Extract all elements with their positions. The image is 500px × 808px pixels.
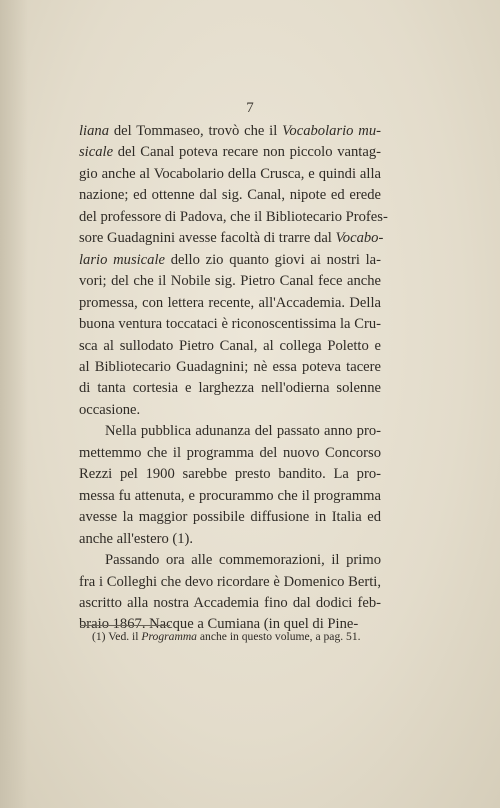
text-line <box>79 293 381 314</box>
text-run: nazione; ed ottenne dal sig. Canal, nipote ed erede <box>79 187 381 204</box>
text-run: mettemmo che il programma del nuovo Concorso <box>79 444 381 461</box>
text-run: Rezzi pel 1900 sarebbe presto bandito. La pro- <box>79 466 381 483</box>
text-line <box>79 443 381 464</box>
footnote-italic: Programma <box>141 630 197 643</box>
text-run: messa fu attenuta, e procurammo che il programma <box>79 487 381 504</box>
text-run: gio anche al Vocabolario della Crusca, e quindi alla <box>79 165 381 182</box>
text-line <box>79 228 384 249</box>
text-run: dello zio quanto giovi ai nostri la- <box>165 251 381 268</box>
text-run: promessa, con lettera recente, all'Accademia. Della <box>79 294 381 311</box>
text-line <box>79 250 381 271</box>
text-run: vori; del che il Nobile sig. Pietro Canal fece anche <box>79 273 381 290</box>
text-run: Nella pubblica adunanza del passato anno pro- <box>105 423 381 440</box>
text-line <box>79 207 388 228</box>
page-edge-shadow <box>0 0 28 808</box>
text-run: sore Guadagnini avesse facoltà di trarre dal <box>79 230 336 247</box>
text-run: braio 1867. Nacque a Cumiana (in quel di Pine- <box>79 616 359 633</box>
text-run: sca al sullodato Pietro Canal, al collega Poletto e <box>79 337 381 354</box>
text-line <box>79 121 381 142</box>
text-line <box>79 314 381 335</box>
text-line <box>79 142 381 163</box>
text-run: buona ventura toccataci è riconoscentissima la Cru- <box>79 316 381 333</box>
text-line <box>79 185 381 206</box>
page-number: 7 <box>246 100 254 116</box>
footnote-text-end: anche in questo volume, a pag. 51. <box>196 630 361 643</box>
text-run: di tanta cortesia e larghezza nell'odierna solenne <box>79 380 381 397</box>
text-run: fra i Colleghi che devo ricordare è Domenico Berti, <box>79 573 381 590</box>
text-line <box>79 529 381 550</box>
text-run: del Tommaseo, trovò che il <box>109 123 283 139</box>
italic-run: liana <box>79 123 109 139</box>
italic-run: lario musicale <box>79 251 165 268</box>
footnote <box>92 630 384 643</box>
footnote-divider <box>80 625 170 626</box>
footnote-text: (1) Ved. il <box>92 630 142 643</box>
text-run: al Bibliotecario Guadagnini; nè essa poteva tacere <box>79 358 381 375</box>
text-run: del professore di Padova, che il Bibliotecario Profes- <box>79 208 388 225</box>
text-run: avesse la maggior possibile diffusione in Italia ed <box>79 509 381 526</box>
body-text <box>79 121 388 636</box>
text-line <box>79 421 381 442</box>
text-line <box>79 378 381 399</box>
text-line <box>79 357 381 378</box>
italic-run: Vocabolario mu- <box>282 123 381 139</box>
text-line <box>79 464 381 485</box>
text-line <box>79 400 381 421</box>
text-line <box>79 164 381 185</box>
italic-run: sicale <box>79 144 114 161</box>
text-line <box>79 572 381 593</box>
text-run: anche all'estero (1). <box>79 530 194 547</box>
text-line <box>79 550 381 571</box>
italic-run: Vocabo- <box>335 230 384 247</box>
text-run: del Canal poteva recare non piccolo vantag- <box>113 144 381 161</box>
text-run: ascritto alla nostra Accademia fino dal dodici feb- <box>79 594 381 611</box>
text-line <box>79 336 381 357</box>
text-line <box>79 507 381 528</box>
text-line <box>79 271 381 292</box>
text-run: occasione. <box>79 401 141 418</box>
text-line <box>79 593 381 614</box>
text-run: Passando ora alle commemorazioni, il primo <box>105 552 381 569</box>
text-line <box>79 486 381 507</box>
